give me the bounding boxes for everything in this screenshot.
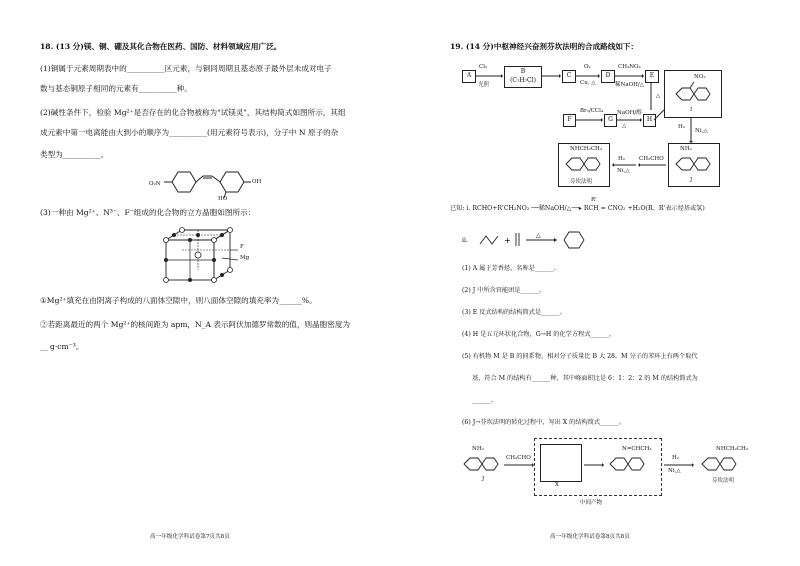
arrow-b-c (541, 75, 561, 79)
arrow-e-down (650, 82, 654, 110)
svg-text:+: + (504, 236, 511, 245)
box-a: A (462, 70, 476, 83)
known-reaction-rprime: R' (591, 197, 597, 203)
q19-part6: (6) J→芬坎法明的转化过程中，写出 X 的结构简式______。 (462, 419, 625, 426)
s6-imine-label: N=CHCH₃ (622, 446, 652, 452)
q18-title: 18. (13 分)镁、铜、硼及其化合物在医药、国防、材料领域应用广泛。 (40, 42, 282, 51)
q18-part1-line2: 数与基态铜原子相同的元素有__________种。 (40, 84, 192, 93)
left-footer: 高一年级化学科试卷第7页共8页 (150, 534, 230, 540)
reagent-ch3cho: CH₃CHO (639, 156, 664, 162)
arrow-c-d (576, 75, 600, 79)
fenkamfamine-name: 芬坎法明 (570, 179, 593, 185)
s6-intermediate-caption: 中间产物 (580, 500, 603, 506)
reagent-ni-jf: Ni,△ (617, 168, 630, 174)
s6-h2: H₂ (672, 455, 680, 461)
q19-part5-line3: ______。 (472, 397, 497, 404)
s6-imine-structure (608, 450, 648, 476)
diels-alder-scheme (478, 228, 588, 252)
s6-arrow-3 (664, 464, 694, 468)
s6-arrow-1 (504, 464, 534, 468)
q18-part2-line2: 成元素中第一电离能由大到小的顺序为__________(用元素符号表示)，分子中 N 原子的杂 (40, 128, 339, 137)
box-b-formula: (C₇H₇Cl) (510, 77, 536, 84)
q18-part3-q2-line1: ②若距离最近的两个 Mg²⁺的核间距为 apm，N_A 表示阿伏加德罗常数的值，则晶胞密度为 (40, 320, 351, 329)
reagent-cu: Cu, △ (580, 80, 596, 86)
arrow-g-h (616, 119, 642, 123)
reagent-h2-jf: H₂ (618, 156, 626, 162)
fenkamfamine-nhch2ch3: NHCH₂CH₃ (570, 146, 603, 152)
s6-compound-j-structure (462, 450, 502, 476)
q19-part2: (2) J 中所含官能团是______。 (462, 287, 546, 294)
q19-part3: (3) E 反式结构的结构简式是______。 (462, 309, 566, 316)
box-c: C (562, 70, 576, 83)
s6-fenkamfamine-structure (700, 450, 740, 476)
q18-part1-line1: (1)铜属于元素周期表中的__________区元素，与铜同周期且基态原子最外层未成对电子 (40, 64, 332, 73)
reagent-delta-e: △ (656, 93, 661, 99)
s6-j-nh2: NH₂ (472, 446, 484, 452)
known-reaction-ii-label: ii. (462, 237, 468, 244)
q18-part2-line3: 类型为__________。 (40, 150, 109, 159)
cell-mg-label: Mg (240, 255, 250, 261)
compound-i-no2: NO₂ (694, 74, 706, 80)
right-footer: 高一年级化学科试卷第8页共8页 (550, 534, 630, 540)
box-b-label: B (520, 68, 526, 75)
arrow-j-fenk-2 (638, 164, 666, 168)
box-g: G (604, 114, 617, 127)
q19-part5-line1: (5) 有机物 M 是 B 的同系物，相对分子质量比 B 大 28。M 分子的苯环上有两个取代 (462, 353, 698, 360)
reagent-h2-ij: H₂ (678, 124, 686, 130)
q18-part2-line1: (2)碱性条件下，检验 Mg²⁺是否存在的化合物被称为"试镁灵"，其结构简式如图所示，其组 (40, 108, 346, 117)
mol-oh-label: OH (252, 179, 262, 185)
q18-part3: (3)一种由 Mg²⁺、N³⁻、F⁻组成的化合物的立方晶胞如图所示： (40, 208, 256, 217)
arrow-h-i (654, 110, 666, 122)
q19-title: 19. (14 分)中枢神经兴奋剂芬坎法明的合成路线如下： (450, 42, 639, 51)
box-d: D (601, 70, 615, 83)
reagent-delta-g: △ (622, 123, 627, 129)
crystal-cell-diagram (160, 226, 250, 286)
arrow-f-g (575, 119, 603, 123)
cell-f-label: F (240, 244, 244, 250)
s6-arrow-2 (584, 464, 604, 468)
reagent-br2: Br₂/CCl₄ (580, 108, 604, 114)
compound-i-label: I (690, 107, 693, 113)
arrow-a-b (475, 75, 503, 79)
reagent-o2: O₂ (584, 64, 591, 70)
s6-fenk-name: 芬坎法明 (712, 478, 735, 484)
q18-part3-q2-line2: __ g·cm⁻³。 (40, 342, 84, 351)
s6-x-label: X (555, 482, 559, 488)
reagent-cl2: Cl₂ (479, 64, 488, 70)
fenkamfamine-structure (562, 150, 604, 178)
svg-text:△: △ (536, 232, 541, 239)
reagent-ch3no2: CH₃NO₂ (618, 64, 641, 70)
compound-j-nh2: NH₂ (680, 146, 692, 152)
s6-fenk-nhch2ch3: NHCH₂CH₃ (716, 446, 749, 452)
box-e: E (645, 70, 659, 83)
compound-j-label: J (690, 177, 693, 183)
q19-part1: (1) A 属于芳香烃，名称是______。 (462, 265, 560, 272)
reagent-naoh: 稀NaOH/△ (615, 82, 644, 88)
q18-part3-q1: ①Mg²⁺填充在由阴离子构成的八面体空隙中，则八面体空隙的填充率为______%。 (40, 296, 317, 305)
compound-j-structure (672, 150, 714, 178)
box-b (504, 66, 542, 88)
s6-j-label: J (482, 476, 485, 482)
reagent-ni-ij: Ni,△ (695, 128, 708, 134)
arrow-d-e (614, 75, 644, 79)
s6-ni: Ni,△ (668, 468, 681, 474)
arrow-i-j (690, 117, 694, 143)
q19-part4: (4) H 是五元环状化合物，G→H 的化学方程式______。 (462, 331, 616, 338)
reagent-light: 光照 (478, 82, 490, 88)
s6-x-box (540, 444, 582, 482)
reagent-naoh-alc: NaOH/醇 (617, 110, 642, 116)
s6-ch3cho: CH₃CHO (506, 455, 531, 461)
known-reaction-i: 已知: i. RCHO+R'CH₂NO₂ ──稀NaOH/△──▸ RCH = CNO₂ +H₂O(R、R'表示烃基或氢) (450, 205, 705, 212)
box-h: H (643, 114, 656, 127)
compound-i-structure (670, 80, 716, 110)
mol-o2n-label: O₂N (149, 181, 161, 187)
right-page (400, 0, 800, 566)
q19-part5-line2: 基，符合 M 的结构有______种，其中峰面积比是 6：1：2：2 的 M 的结构简式为 (472, 375, 698, 382)
mol-ho-label: HO (218, 196, 228, 202)
box-f: F (563, 114, 576, 127)
